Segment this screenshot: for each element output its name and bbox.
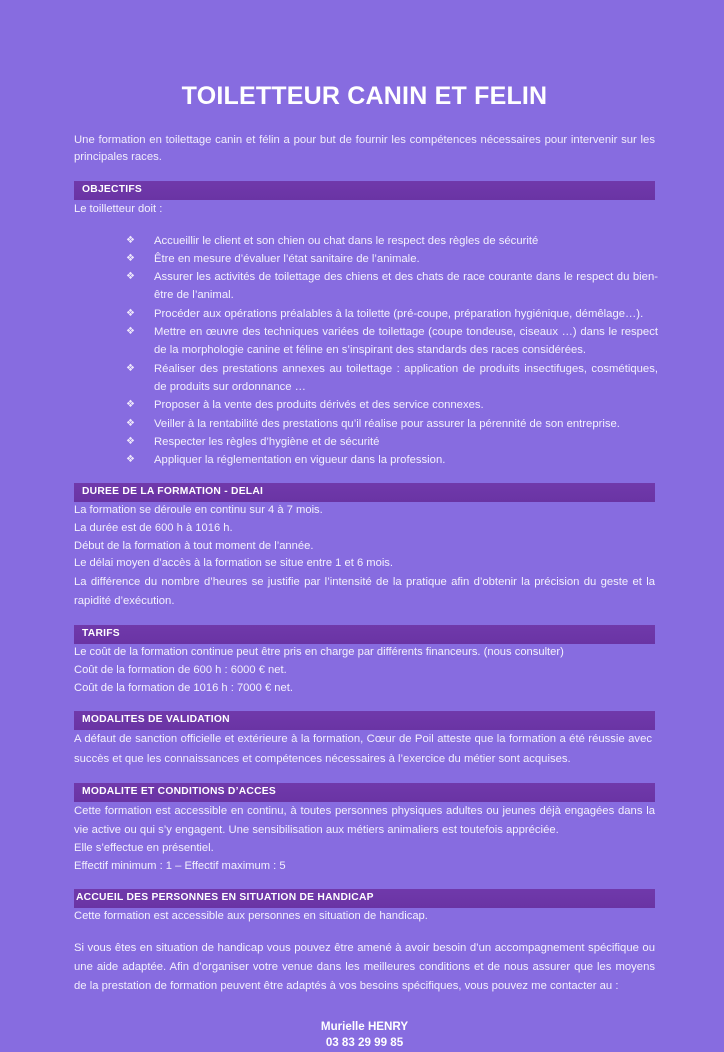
diamond-bullet-icon: ❖ [126, 271, 135, 283]
modalite-acces-line: Elle s’effectue en présentiel. [74, 842, 214, 855]
section-header-handicap: ACCUEIL DES PERSONNES EN SITUATION DE HANDICAP [74, 889, 655, 908]
diamond-bullet-icon: ❖ [126, 399, 135, 411]
diamond-bullet-icon: ❖ [126, 307, 135, 319]
diamond-bullet-icon: ❖ [126, 326, 135, 338]
list-item-text: Mettre en œuvre des techniques variées de toilettage (coupe tondeuse, ciseaux …) dans le respect de la morphologie canine et féline en s’inspirant des standards des races considérées. [154, 326, 658, 357]
list-item [126, 415, 658, 433]
list-item-text: Veiller à la rentabilité des prestations qu’il réalise pour assurer la pérennité de son entreprise. [154, 417, 620, 430]
page-title: TOILETTEUR CANIN ET FELIN [181, 82, 548, 110]
list-item-text: Appliquer la réglementation en vigueur dans la profession. [154, 454, 446, 467]
list-item [126, 268, 658, 305]
intro-paragraph: Une formation en toilettage canin et félin a pour but de fournir les compétences nécessaires pour intervenir sur les principales races. [74, 133, 655, 164]
duree-line: La formation se déroule en continu sur 4 à 7 mois. [74, 504, 323, 517]
modalites-validation-paragraph: A défaut de sanction officielle et extérieure à la formation, Cœur de Poil atteste que la formation a été réussie avec succès et que les connaissances et compétences nécessaires à l’exercice du métier sont acquises. [74, 733, 652, 765]
section-header-objectifs: OBJECTIFS [74, 181, 655, 200]
contact-phone: 03 83 29 99 85 [325, 1036, 404, 1050]
section-header-tarifs: TARIFS [74, 625, 655, 644]
list-item-text: Réaliser des prestations annexes au toilettage : application de produits insectifuges, cosmétiques, de produits sur ordonnance … [154, 362, 658, 393]
list-item [126, 232, 658, 250]
objectifs-list [74, 219, 658, 470]
list-item-text: Procéder aux opérations préalables à la toilette (pré-coupe, préparation hygiénique, démêlage…). [154, 307, 644, 320]
section-duree [74, 483, 655, 611]
section-header-modalites-validation: MODALITES DE VALIDATION [74, 711, 655, 730]
tarifs-line: Coût de la formation de 600 h : 6000 € net. [74, 664, 287, 677]
list-item [126, 323, 658, 360]
handicap-paragraph: Si vous êtes en situation de handicap vous pouvez être amené à avoir besoin d’un accompagnement spécifique ou une aide adaptée. Afin d’organiser votre venue dans les meilleures conditions et de nous assurer que les moyens de la prestation de formation peuvent être adaptés à vos besoins spécifiques, vous pouvez me contacter au : [74, 941, 655, 993]
section-tarifs [74, 625, 655, 697]
modalite-acces-paragraph: Cette formation est accessible en continu, à toutes personnes physiques adultes ou jeunes déjà engagées dans la vie active ou qui s’y engagent. Une sensibilisation aux métiers animaliers est toutefois appréciée. [74, 804, 655, 836]
section-objectifs [74, 181, 658, 470]
duree-line: La durée est de 600 h à 1016 h. [74, 522, 233, 534]
list-item-text: Être en mesure d’évaluer l’état sanitaire de l’animale. [154, 252, 420, 265]
section-header-duree: DUREE DE LA FORMATION - DELAI [74, 483, 655, 502]
list-item-text: Proposer à la vente des produits dérivés et des service connexes. [154, 399, 484, 412]
list-item [126, 433, 658, 451]
contact-block [74, 997, 655, 1052]
diamond-bullet-icon: ❖ [126, 435, 135, 447]
list-item [126, 360, 658, 397]
handicap-line: Cette formation est accessible aux personnes en situation de handicap. [74, 910, 428, 923]
diamond-bullet-icon: ❖ [126, 234, 135, 246]
list-item-text: Accueillir le client et son chien ou chat dans le respect des règles de sécurité [154, 234, 539, 247]
tarifs-line: Coût de la formation de 1016 h : 7000 € net. [74, 681, 293, 694]
duree-line: Début de la formation à tout moment de l’année. [74, 539, 314, 552]
list-item [126, 305, 658, 323]
section-modalites-validation [74, 711, 655, 768]
duree-paragraph: La différence du nombre d’heures se justifie par l’intensité de la pratique afin d’obtenir la précision du geste et la rapidité d’exécution. [74, 576, 655, 608]
list-item [126, 396, 658, 414]
objectifs-lead-in: Le toilletteur doit : [74, 202, 163, 215]
section-modalite-acces [74, 783, 655, 876]
section-header-modalite-acces: MODALITE ET CONDITIONS D’ACCES [74, 783, 655, 802]
duree-line: Le délai moyen d’accès à la formation se situe entre 1 et 6 mois. [74, 557, 394, 570]
spacer [74, 926, 655, 939]
diamond-bullet-icon: ❖ [126, 252, 135, 264]
section-handicap [74, 889, 655, 996]
modalite-acces-line: Effectif minimum : 1 – Effectif maximum : 5 [74, 859, 286, 872]
list-item-text: Assurer les activités de toilettage des chiens et des chats de race courante dans le respect du bien-être de l’animal. [154, 271, 658, 302]
list-item [126, 250, 658, 268]
diamond-bullet-icon: ❖ [126, 417, 135, 429]
diamond-bullet-icon: ❖ [126, 454, 135, 466]
tarifs-line: Le coût de la formation continue peut être pris en charge par différents financeurs. (nous consulter) [74, 646, 564, 659]
list-item [126, 451, 658, 469]
list-item-text: Respecter les règles d’hygiène et de sécurité [154, 435, 380, 448]
diamond-bullet-icon: ❖ [126, 362, 135, 374]
contact-name: Murielle HENRY [320, 1019, 409, 1033]
